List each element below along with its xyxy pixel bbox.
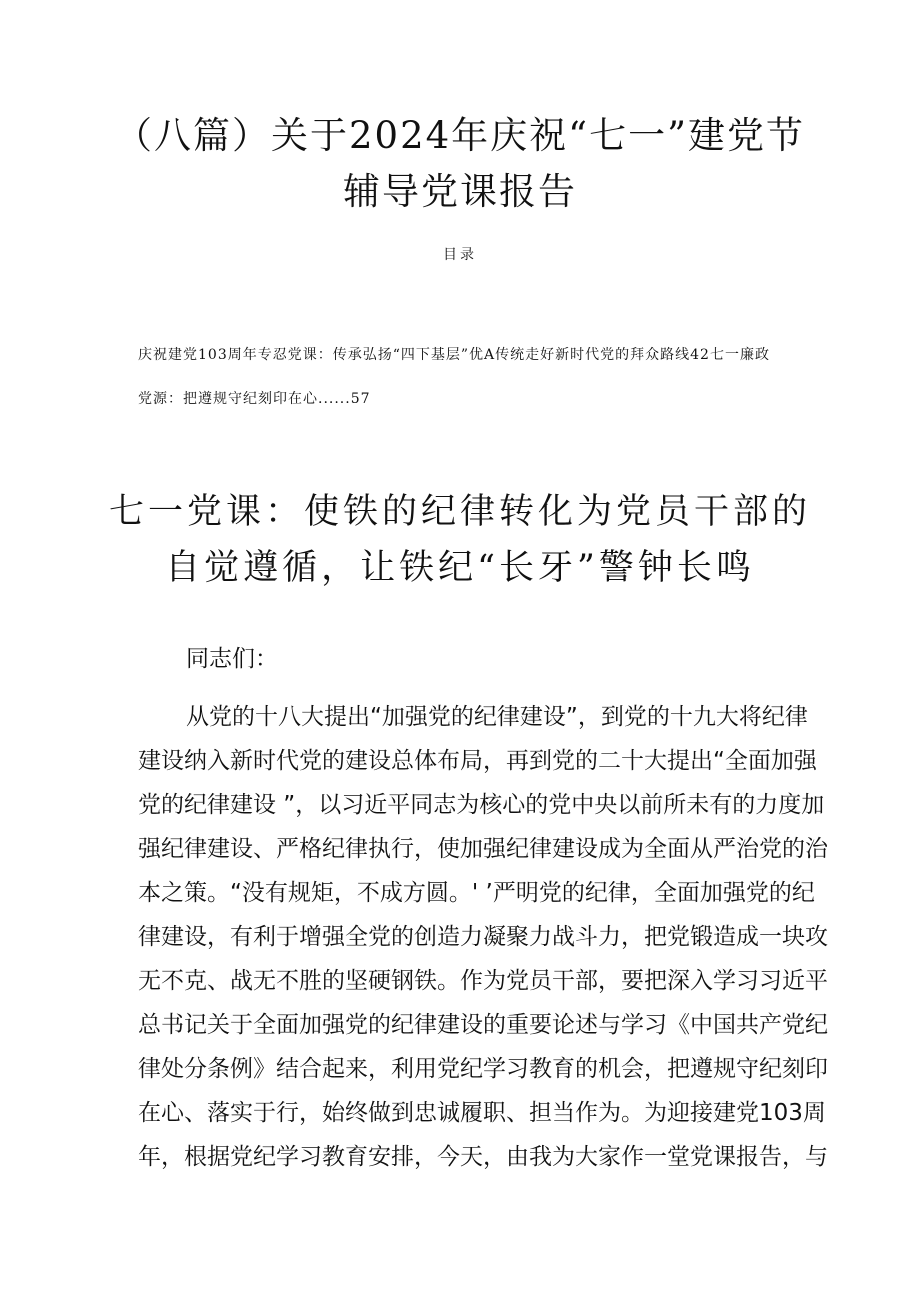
body-text-line: 律处分条例》结合起来，利用党纪学习教育的机会，把遵规守纪刻印 — [138, 1056, 828, 1082]
body-text-line: 年，根据党纪学习教育安排，今天，由我为大家作一堂党课报告，与 — [138, 1144, 828, 1170]
toc-entry-line-2: 党源：把遵规守纪刻印在心......57 — [138, 391, 371, 407]
document-title-line-2: 辅导党课报告 — [343, 170, 577, 213]
body-text-line: 无不克、战无不胜的坚硬钢铁。作为党员干部，要把深入学习习近平 — [138, 968, 828, 994]
section-title-line-2: 自觉遵循，让铁纪“长牙”警钟长鸣 — [165, 548, 755, 588]
salutation: 同志们： — [186, 646, 278, 672]
section-title-line-1: 七一党课：使铁的纪律转化为党员干部的 — [108, 492, 811, 532]
body-text-line: 党的纪律建设 ”，以习近平同志为核心的党中央以前所未有的力度加 — [138, 792, 825, 818]
body-text-line: 本之策。“没有规矩，不成方圆。' ’严明党的纪律，全面加强党的纪 — [138, 880, 815, 906]
body-text-line: 强纪律建设、严格纪律执行，使加强纪律建设成为全面从严治党的治 — [138, 836, 828, 862]
body-text-line: 建设纳入新时代党的建设总体布局，再到党的二十大提出“全面加强 — [138, 748, 817, 774]
document-title-line-1: （八篇）关于2024年庆祝“七一”建党节 — [115, 114, 805, 157]
toc-heading: 目录 — [443, 247, 477, 263]
body-text-line: 从党的十八大提出“加强党的纪律建设”，到党的十九大将纪律 — [186, 704, 808, 730]
toc-entry-line-1: 庆祝建党103周年专忍党课：传承弘扬“四下基层”优A传统走好新时代党的拜众路线42七一廉政 — [138, 347, 770, 363]
body-text-line: 在心、落实于行，始终做到忠诚履职、担当作为。为迎接建党103周 — [138, 1100, 826, 1126]
body-text-line: 律建设，有利于增强全党的创造力凝聚力战斗力，把党锻造成一块攻 — [138, 924, 828, 950]
body-text-line: 总书记关于全面加强党的纪律建设的重要论述与学习《中国共产党纪 — [138, 1012, 828, 1038]
